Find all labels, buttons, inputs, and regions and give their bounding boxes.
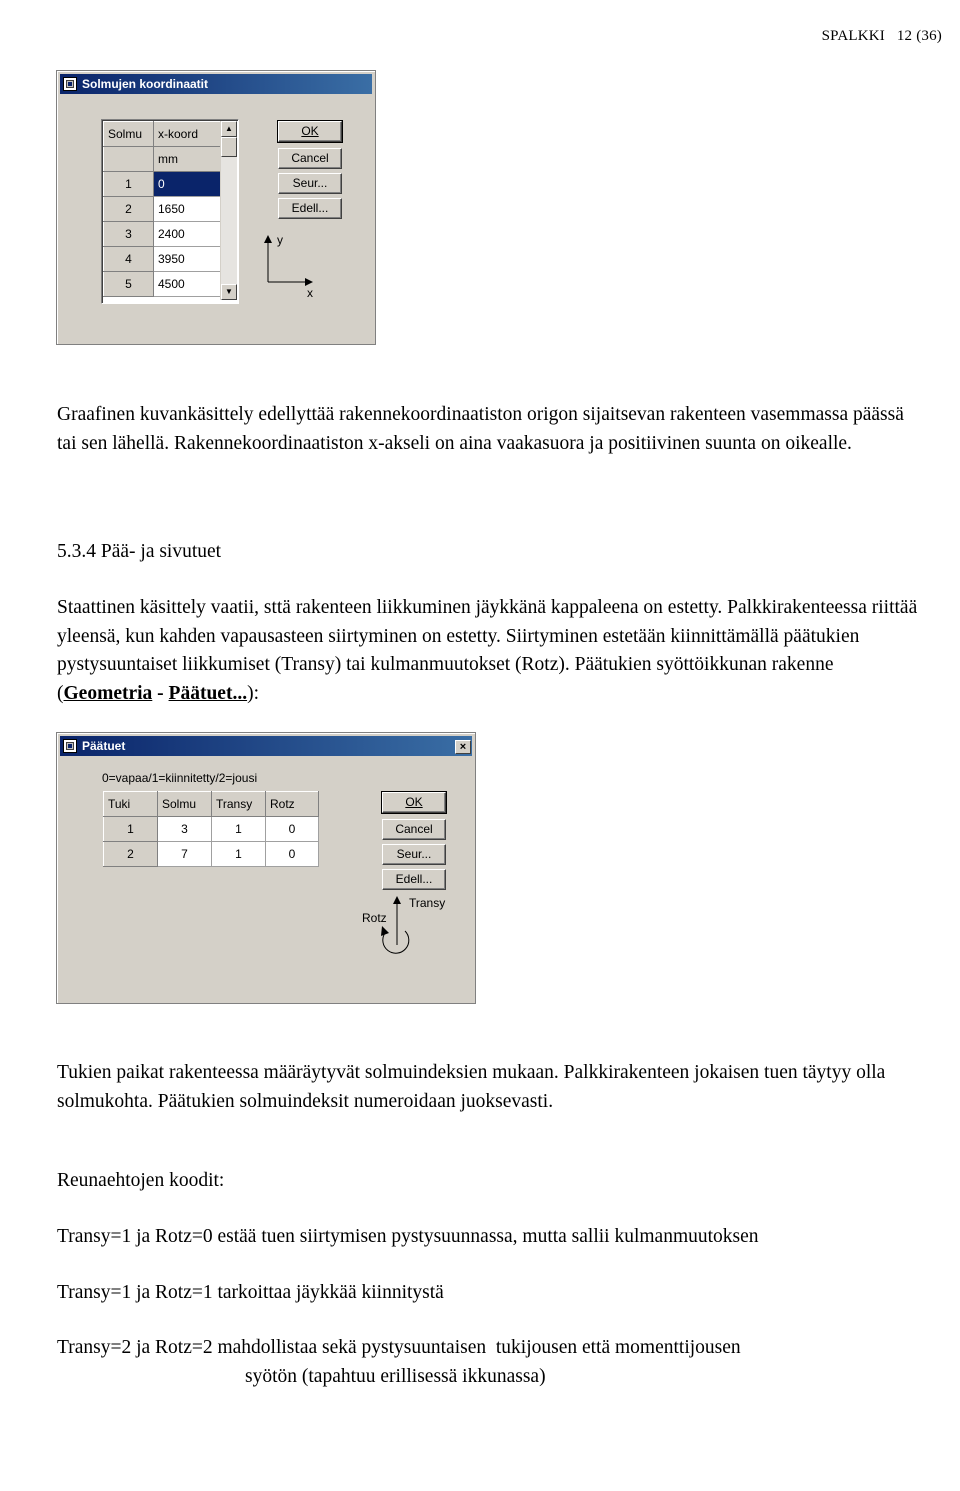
unit-cell-mm: mm [154, 147, 221, 172]
transy-cell[interactable]: 1 [212, 817, 266, 842]
dialog-title: Solmujen koordinaatit [82, 77, 209, 91]
code-line-1: Transy=1 ja Rotz=0 estää tuen siirtymisen pystysuunnassa, mutta sallii kulmanmuutoksen [57, 1226, 759, 1247]
x-axis-label: x [307, 286, 313, 300]
x-coordinate-cell[interactable]: 2400 [154, 222, 221, 247]
column-header-support: Tuki [104, 792, 158, 817]
column-header-node: Solmu [104, 122, 154, 147]
next-button[interactable]: Seur... [278, 173, 342, 194]
x-coordinate-cell[interactable]: 1650 [154, 197, 221, 222]
codes-heading: Reunaehtojen koodit: [57, 1170, 225, 1191]
cancel-button[interactable]: Cancel [278, 148, 342, 169]
paragraph-origin: Graafinen kuvankäsittely edellyttää rakennekoordinaatiston origon sijaitsevan rakenteen vasemmassa päässä tai sen lähellä. Rakennekoordinaatiston x-akseli on aina vaakasuora ja positiivinen suunta on oikealle. [57, 404, 904, 454]
code-line-3: Transy=2 ja Rotz=2 mahdollistaa sekä pystysuuntaisen tukijousen että momenttijousen [57, 1337, 741, 1358]
next-button[interactable]: Seur... [382, 844, 446, 865]
cancel-button[interactable]: Cancel [382, 819, 446, 840]
column-header-rotz: Rotz [266, 792, 319, 817]
y-axis-label: y [277, 233, 283, 247]
rotz-cell[interactable]: 0 [266, 842, 319, 867]
row-header: 5 [104, 272, 154, 297]
ok-button[interactable]: OK [278, 121, 342, 142]
page-header: SPALKKI 12 (36) [821, 28, 942, 44]
supports-text-tail: ): [247, 682, 259, 704]
scroll-down-arrow-icon[interactable]: ▼ [221, 284, 237, 300]
dialog-title: Päätuet [82, 739, 126, 753]
paragraph-node-indices: Tukien paikat rakenteessa määräytyvät solmuindeksien mukaan. Palkkirakenteen jokaisen tuen täytyy olla solmukohta. Päätukien solmuindeksit numeroidaan juoksevasti. [57, 1062, 886, 1112]
app-icon [63, 739, 77, 753]
table-row [104, 272, 221, 297]
rotz-cell[interactable]: 0 [266, 817, 319, 842]
supports-text: Staattinen käsittely vaatii, sttä rakenteen liikkuminen jäykkänä kappaleena on estetty. Palkkirakenteessa riittää yleensä, kun kahden vapausasteen siirtyminen on estetty. Siirtyminen estetään kiinnittämällä päätukien pystysuuntaiset liikkumiset (Transy) tai kulmanmuutokset (Rotz). Päätukien syöttöikkunan rakenne ( [57, 597, 918, 704]
support-index-cell: 1 [104, 817, 158, 842]
previous-button[interactable]: Edell... [278, 198, 342, 219]
row-header: 1 [104, 172, 154, 197]
scroll-up-arrow-icon[interactable]: ▲ [221, 121, 237, 137]
supports-grid [103, 791, 319, 867]
unit-cell-empty [104, 147, 154, 172]
vertical-scrollbar[interactable] [220, 121, 237, 300]
rotz-diagram-label: Rotz [362, 911, 387, 925]
node-cell[interactable]: 7 [158, 842, 212, 867]
scroll-thumb[interactable] [221, 137, 237, 157]
code-hint-label: 0=vapaa/1=kiinnitetty/2=jousi [102, 771, 258, 785]
dialog-titlebar[interactable] [60, 736, 472, 756]
x-coordinate-cell[interactable]: 4500 [154, 272, 221, 297]
node-cell[interactable]: 3 [158, 817, 212, 842]
previous-button[interactable]: Edell... [382, 869, 446, 890]
table-row [104, 247, 221, 272]
close-icon[interactable]: × [455, 740, 471, 754]
row-header: 3 [104, 222, 154, 247]
paragraph-supports [57, 594, 927, 708]
table-row [104, 817, 319, 842]
node-coordinates-dialog [56, 70, 376, 345]
code-line-2: Transy=1 ja Rotz=1 tarkoittaa jäykkää kiinnitystä [57, 1282, 444, 1303]
column-header-node: Solmu [158, 792, 212, 817]
menu-path-geometry: Geometria - Päätuet... [63, 682, 248, 704]
table-row [104, 172, 221, 197]
supports-dialog [56, 732, 476, 1004]
section-heading: 5.3.4 Pää- ja sivutuet [57, 541, 222, 562]
table-row [104, 197, 221, 222]
node-coordinates-grid [103, 121, 221, 297]
x-coordinate-cell[interactable]: 0 [154, 172, 221, 197]
table-row [104, 222, 221, 247]
transy-cell[interactable]: 1 [212, 842, 266, 867]
column-header-transy: Transy [212, 792, 266, 817]
column-header-x: x-koord [154, 122, 221, 147]
table-row [104, 842, 319, 867]
x-coordinate-cell[interactable]: 3950 [154, 247, 221, 272]
dialog-titlebar[interactable] [60, 74, 372, 94]
coordinate-axes-icon [257, 229, 327, 299]
code-line-3-continued: syötön (tapahtuu erillisessä ikkunassa) [245, 1366, 546, 1387]
ok-button[interactable]: OK [382, 792, 446, 813]
row-header: 2 [104, 197, 154, 222]
row-header: 4 [104, 247, 154, 272]
support-index-cell: 2 [104, 842, 158, 867]
transy-diagram-label: Transy [409, 896, 446, 910]
app-icon [63, 77, 77, 91]
